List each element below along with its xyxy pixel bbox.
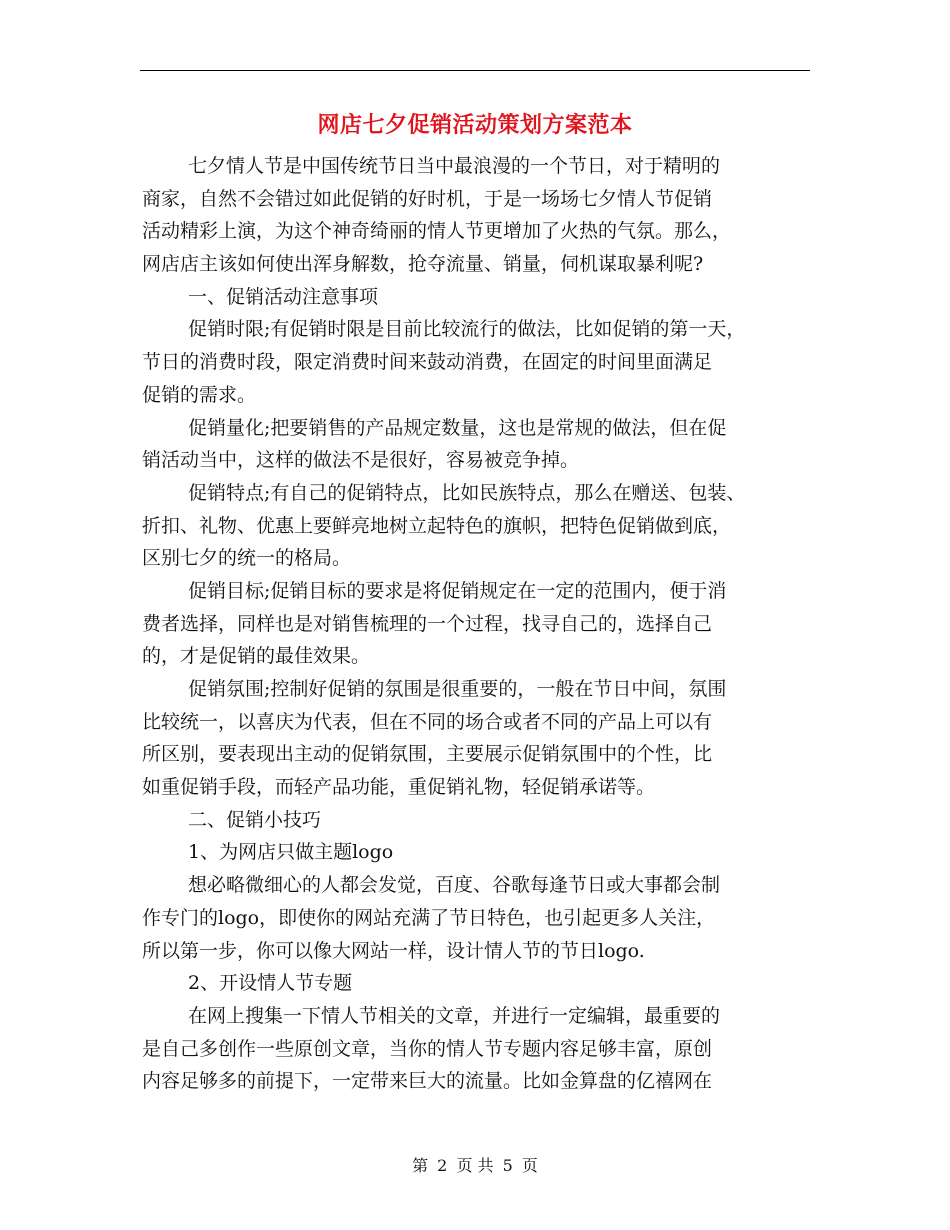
paragraph [142,575,818,673]
footer-suffix: 页 [521,1156,538,1175]
paragraph-line: 是自己多创作一些原创文章，当你的情人节专题内容足够丰富，原创 [142,1037,713,1060]
paragraph-line: 网店店主该如何使出浑身解数，抢夺流量、销量，伺机谋取暴利呢? [142,253,704,276]
paragraph [142,836,818,869]
header-rule [140,70,810,71]
paragraph-line: 促销目标;促销目标的要求是将促销规定在一定的范围内，便于消 [188,579,727,602]
paragraph [142,869,818,967]
paragraph-line: 的，才是促销的最佳效果。 [142,645,371,668]
paragraph [142,150,818,281]
paragraph [142,477,818,575]
paragraph-line: 节日的消费时段，限定消费时间来鼓动消费，在固定的时间里面满足 [142,351,713,374]
footer-current-page: 2 [437,1156,448,1175]
paragraph-line: 作专门的logo，即使你的网站充满了节日特色，也引起更多人关注， [142,906,716,929]
document-title: 网店七夕促销活动策划方案范本 [317,112,633,138]
paragraph [142,281,818,314]
paragraph-line: 想必略微细心的人都会发觉，百度、谷歌每逢节日或大事都会制 [188,874,721,897]
paragraph [142,967,818,1000]
paragraph-line: 销活动当中，这样的做法不是很好，容易被竞争掉。 [142,449,580,472]
document-body [142,150,818,1098]
paragraph-line: 促销的需求。 [142,383,257,406]
paragraph-line: 活动精彩上演，为这个神奇绮丽的情人节更增加了火热的气氛。那么， [142,220,732,243]
footer-total-pages: 5 [502,1156,513,1175]
paragraph-line: 费者选择，同样也是对销售梳理的一个过程，找寻自己的，选择自己 [142,612,713,635]
paragraph-line: 1、为网店只做主题logo [188,841,394,864]
paragraph-line: 如重促销手段，而轻产品功能，重促销礼物，轻促销承诺等。 [142,776,656,799]
paragraph-line: 所区别，要表现出主动的促销氛围，主要展示促销氛围中的个性，比 [142,743,713,766]
paragraph-line: 区别七夕的统一的格局。 [142,547,352,570]
paragraph [142,313,818,411]
paragraph-line: 所以第一步，你可以像大网站一样，设计情人节的节日logo. [142,939,645,962]
paragraph-line: 商家，自然不会错过如此促销的好时机，于是一场场七夕情人节促销 [142,187,713,210]
page-footer [0,1155,950,1177]
paragraph-line: 七夕情人节是中国传统节日当中最浪漫的一个节日，对于精明的 [188,155,721,177]
paragraph [142,412,818,477]
paragraph [142,804,818,837]
paragraph-line: 比较统一，以喜庆为代表，但在不同的场合或者不同的产品上可以有 [142,710,713,733]
paragraph-line: 一、促销活动注意事项 [188,285,379,308]
paragraph-line: 促销时限;有促销时限是目前比较流行的做法，比如促销的第一天， [188,318,746,341]
paragraph-line: 二、促销小技巧 [188,808,322,831]
paragraph-line: 在网上搜集一下情人节相关的文章，并进行一定编辑，最重要的 [188,1004,721,1027]
paragraph-line: 内容足够多的前提下，一定带来巨大的流量。比如金算盘的亿禧网在 [142,1070,713,1093]
paragraph-line: 2、开设情人节专题 [188,972,353,995]
footer-prefix: 第 [412,1156,429,1175]
paragraph-line: 促销氛围;控制好促销的氛围是很重要的，一般在节日中间，氛围 [188,678,727,700]
paragraph-line: 折扣、礼物、优惠上要鲜亮地树立起特色的旗帜，把特色促销做到底， [142,514,732,537]
paragraph-line: 促销量化;把要销售的产品规定数量，这也是常规的做法，但在促 [188,416,727,439]
footer-middle: 页 共 [456,1156,494,1175]
paragraph [142,673,818,804]
paragraph-line: 促销特点;有自己的促销特点，比如民族特点，那么在赠送、包装、 [188,481,746,504]
paragraph [142,1000,818,1098]
